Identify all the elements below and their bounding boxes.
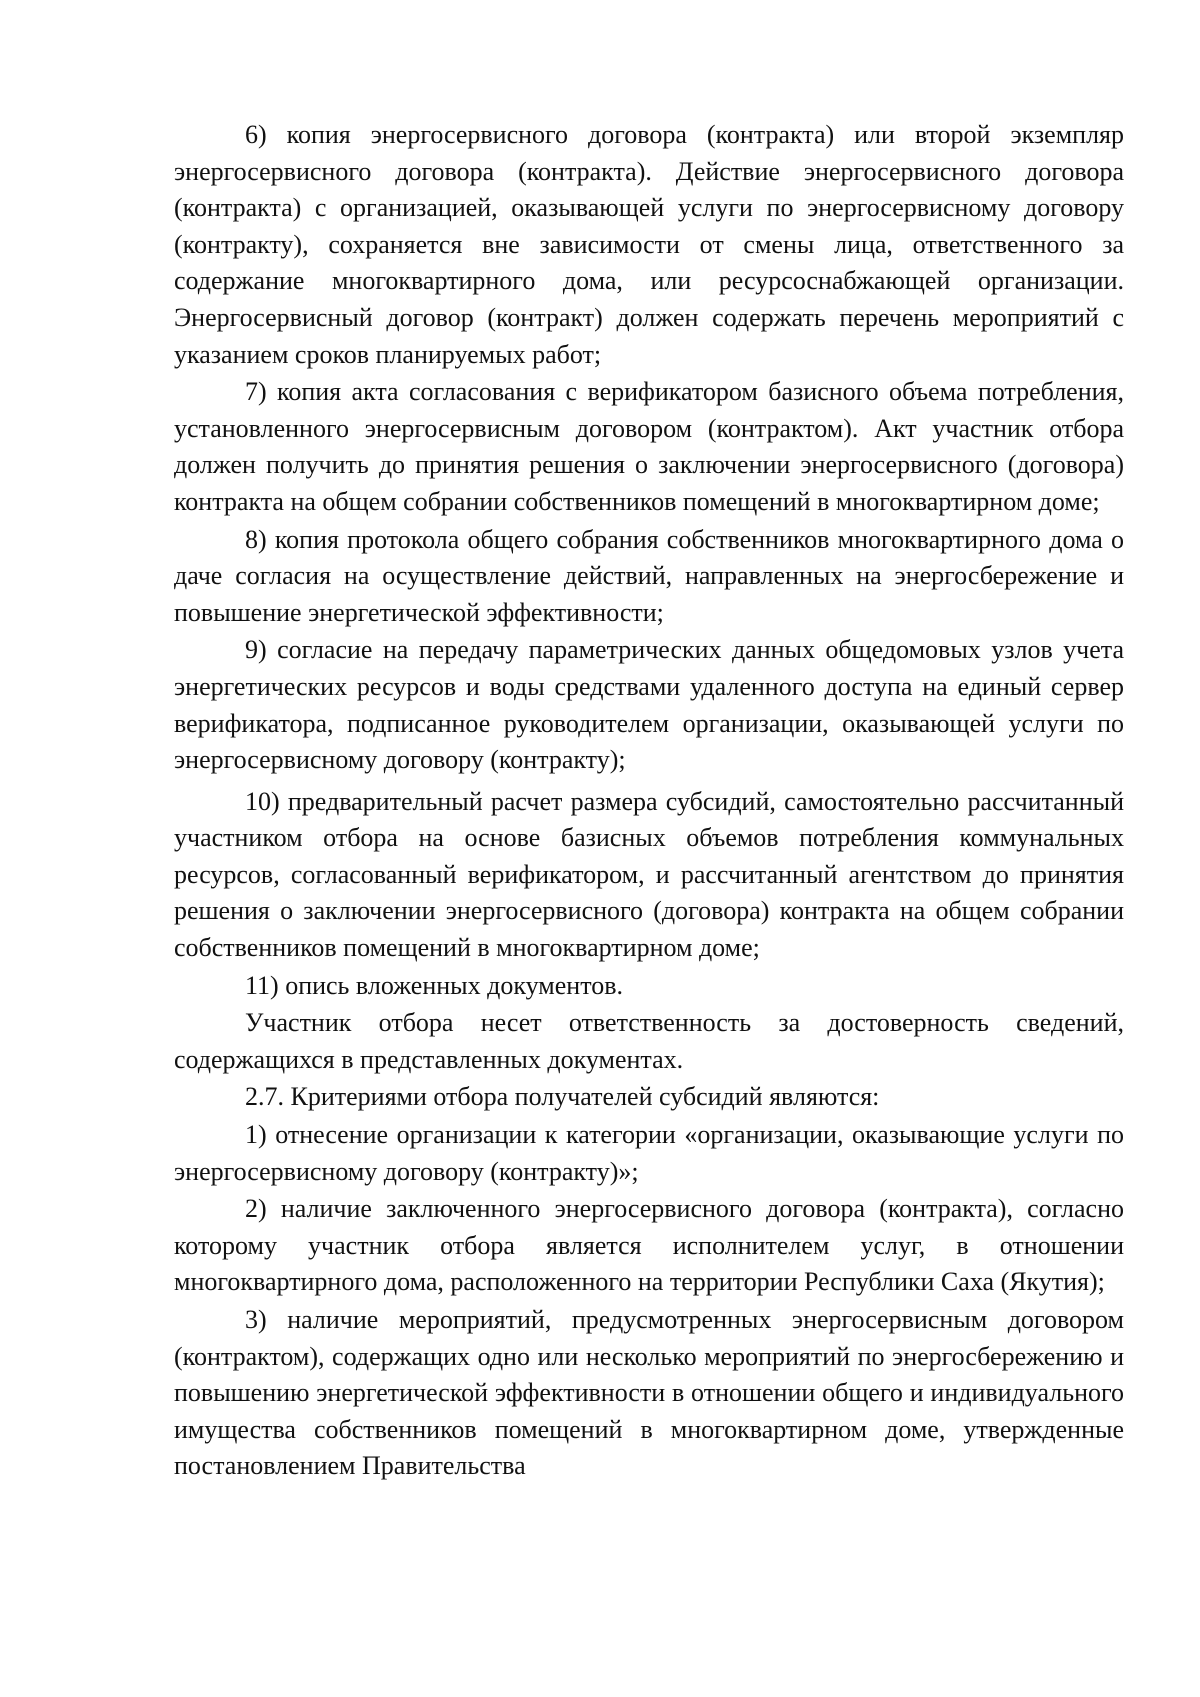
criterion-1-organization-category: 1) отнесение организации к категории «организации, оказывающие услуги по энергосервисному договору (контракту)»;: [174, 1120, 1124, 1186]
criterion-2-concluded-contract: 2) наличие заключенного энергосервисного договора (контракта), согласно которому участник отбора является исполнителем услуг, в отношении многоквартирного дома, расположенного на территории Республики Саха (Якутия);: [174, 1194, 1124, 1297]
criterion-3-energy-saving-measures: 3) наличие мероприятий, предусмотренных энергосервисным договором (контрактом), содержащих одно или несколько мероприятий по энергосбережению и повышению энергетической эффективности в отношении общего и индивидуального имущества собственников помещений в многоквартирном доме, утвержденные постановлением Правительства: [174, 1305, 1124, 1481]
paragraph-item-8-meeting-protocol-copy: 8) копия протокола общего собрания собственников многоквартирного дома о даче согласия на осуществление действий, направленных на энергосбережение и повышение энергетической эффективности;: [174, 524, 1124, 627]
paragraph-item-6-energy-service-contract-copy: 6) копия энергосервисного договора (контракта) или второй экземпляр энергосервисного договора (контракта). Действие энергосервисного договора (контракта) с организацией, оказывающей услуги по энергосервисному договору (контракту), сохраняется вне зависимости от смены лица, ответственного за содержание многоквартирного дома, или ресурсоснабжающей организации. Энергосервисный договор (контракт) должен содержать перечень мероприятий с указанием сроков планируемых работ;: [174, 120, 1124, 369]
paragraph-item-10-subsidy-calculation: 10) предварительный расчет размера субсидий, самостоятельно рассчитанный участником отбора на основе базисных объемов потребления коммунальных ресурсов, согласованный верификатором, и рассчитанный агентством до принятия решения о заключении энергосервисного (договора) контракта на общем собрании собственников помещений в многоквартирном доме;: [174, 786, 1124, 963]
paragraph-item-11-document-inventory: 11) опись вложенных документов.: [245, 970, 623, 1000]
document-body: [174, 117, 1124, 1485]
paragraph-item-9-data-transfer-consent: 9) согласие на передачу параметрических данных общедомовых узлов учета энергетических ресурсов и воды средствами удаленного доступа на единый сервер верификатора, подписанное руководителем организации, оказывающей услуги по энергосервисному договору (контракту);: [174, 635, 1124, 775]
section-2-7-selection-criteria-heading: 2.7. Критериями отбора получателей субсидий являются:: [245, 1082, 880, 1112]
paragraph-item-7-verification-act-copy: 7) копия акта согласования с верификатором базисного объема потребления, установленного энергосервисным договором (контрактом). Акт участник отбора должен получить до принятия решения о заключении энергосервисного (договора) контракта на общем собрании собственников помещений в многоквартирном доме;: [174, 377, 1124, 516]
paragraph-participant-responsibility: Участник отбора несет ответственность за достоверность сведений, содержащихся в представленных документах.: [174, 1008, 1124, 1074]
